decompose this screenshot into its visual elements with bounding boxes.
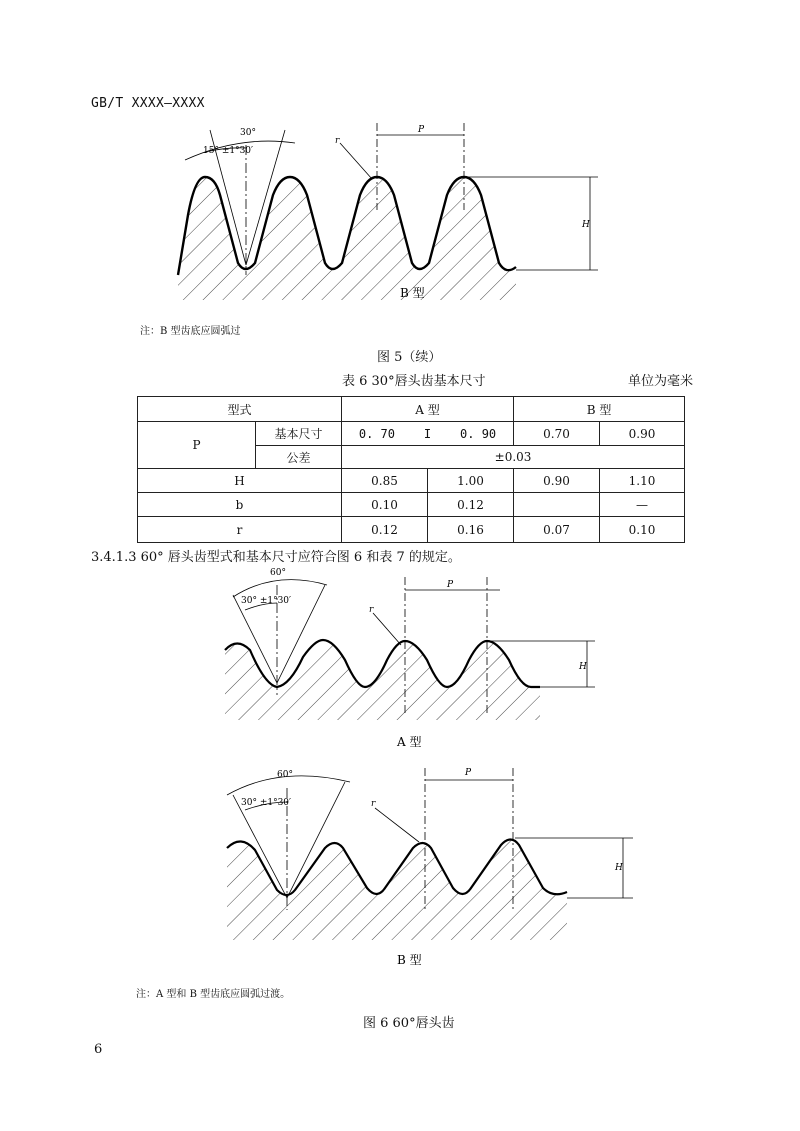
cell: 0.16	[428, 517, 514, 543]
table-6-basic-dimensions	[137, 396, 685, 543]
cell: 0.07	[514, 517, 600, 543]
angle-label: 30°	[240, 128, 256, 138]
figure-5-note: 注：B 型齿底应圆弧过	[140, 326, 241, 337]
height-label: H	[615, 863, 623, 873]
table-row	[138, 517, 685, 543]
cell: 0.85	[342, 469, 428, 493]
row-label: b	[138, 493, 342, 517]
pitch-label: P	[465, 768, 472, 778]
figure-5-caption: 图 5（续）	[377, 350, 442, 365]
height-label: H	[579, 662, 587, 672]
figure-5-b-type-drawing	[150, 115, 620, 300]
cell: 0.90	[514, 469, 600, 493]
height-label: H	[582, 220, 590, 230]
half-angle-label: 15° ±1°30′	[203, 146, 254, 156]
header-b-type: B 型	[514, 397, 685, 422]
cell: 1.00	[428, 469, 514, 493]
p-b2: 0.90	[600, 422, 685, 446]
page-number: 6	[94, 1042, 103, 1057]
clause-3-4-1-3: 3.4.1.3 60° 唇头齿型式和基本尺寸应符合图 6 和表 7 的规定。	[91, 550, 461, 565]
cell: 0.10	[342, 493, 428, 517]
table-6-title: 表 6 30°唇头齿基本尺寸	[342, 374, 486, 389]
r-label: r	[371, 799, 376, 809]
basic-size-label: 基本尺寸	[256, 422, 342, 446]
header-a-type: A 型	[342, 397, 514, 422]
table-row	[138, 493, 685, 517]
r-label: r	[335, 136, 340, 146]
cell: 0.10	[600, 517, 685, 543]
pitch-label: P	[418, 125, 425, 135]
p-row-label: P	[138, 422, 256, 469]
tolerance-value: ±0.03	[342, 446, 685, 469]
table-row	[138, 469, 685, 493]
cell: 1.10	[600, 469, 685, 493]
half-angle-label: 30° ±1°30′	[241, 596, 292, 606]
half-angle-label: 30° ±1°30′	[241, 798, 292, 808]
type-label: B 型	[400, 286, 425, 300]
figure-6-b-type-drawing	[215, 760, 635, 975]
p-b1: 0.70	[514, 422, 600, 446]
p-a-values: 0. 70 I 0. 90	[342, 422, 514, 446]
type-label: B 型	[397, 953, 422, 967]
figure-6-a-type-drawing	[215, 565, 615, 755]
figure-6-caption: 图 6 60°唇头齿	[363, 1016, 455, 1031]
type-label: A 型	[397, 735, 422, 749]
cell	[514, 493, 600, 517]
cell: —	[600, 493, 685, 517]
figure-6-note: 注：A 型和 B 型齿底应圆弧过渡。	[136, 989, 291, 1000]
r-label: r	[369, 605, 374, 615]
row-label: H	[138, 469, 342, 493]
cell: 0.12	[342, 517, 428, 543]
cell: 0.12	[428, 493, 514, 517]
angle-label: 60°	[277, 770, 293, 780]
pitch-label: P	[447, 580, 454, 590]
angle-label: 60°	[270, 568, 286, 578]
header-type: 型式	[138, 397, 342, 422]
table-6-unit: 单位为毫米	[628, 374, 694, 389]
tolerance-label: 公差	[256, 446, 342, 469]
document-code: GB/T XXXX—XXXX	[91, 96, 205, 111]
row-label: r	[138, 517, 342, 543]
